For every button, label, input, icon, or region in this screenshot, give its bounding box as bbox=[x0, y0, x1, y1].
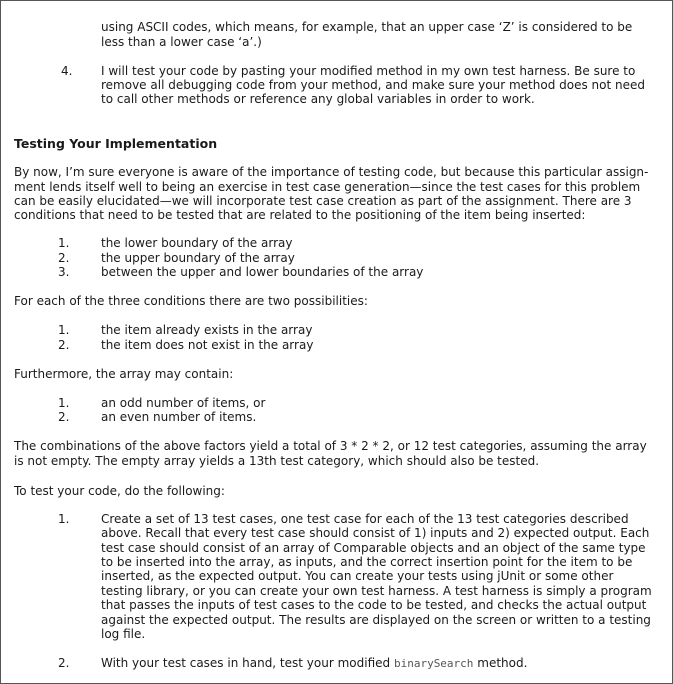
step1-number: 1. bbox=[58, 512, 70, 526]
step2-text-after: method. bbox=[473, 656, 528, 670]
item3-line-1: using ASCII codes, which means, for example, that an upper case ‘Z’ is considered to be bbox=[101, 20, 633, 34]
array-item: an odd number of items, or bbox=[101, 396, 266, 410]
condition-number: 2. bbox=[58, 251, 70, 265]
section-heading: Testing Your Implementation bbox=[14, 136, 218, 151]
item4-line-1: I will test your code by pasting your modified method in my own test harness. Be sure to bbox=[101, 64, 636, 78]
possibility-item: the item already exists in the array bbox=[101, 323, 313, 337]
array-item: an even number of items. bbox=[101, 410, 257, 424]
step1-line: log file. bbox=[101, 627, 146, 641]
condition-item: the upper boundary of the array bbox=[101, 251, 295, 265]
item3-line-2: less than a lower case ‘a’.) bbox=[101, 35, 262, 49]
array-intro: Furthermore, the array may contain: bbox=[14, 367, 234, 381]
step1-line: inserted, as the expected output. You can create your tests using jUnit or some other bbox=[101, 569, 614, 583]
todo-intro: To test your code, do the following: bbox=[14, 484, 225, 498]
binary-search-code: binarySearch bbox=[393, 657, 474, 670]
intro-line-2: ment lends itself well to being an exercise in test case generation—since the test cases for this problem bbox=[14, 180, 641, 194]
step1-line: Create a set of 13 test cases, one test case for each of the 13 test categories described bbox=[101, 512, 629, 526]
condition-item: the lower boundary of the array bbox=[101, 236, 293, 250]
possibilities-intro: For each of the three conditions there are two possibilities: bbox=[14, 294, 368, 308]
step1-line: above. Recall that every test case should consist of 1) inputs and 2) expected output. Each bbox=[101, 526, 650, 540]
possibility-number: 2. bbox=[58, 338, 70, 352]
combinations-line-2: is not empty. The empty array yields a 13th test category, which should also be tested. bbox=[14, 454, 540, 468]
item4-number: 4. bbox=[61, 64, 73, 78]
array-item-number: 1. bbox=[58, 396, 70, 410]
condition-item: between the upper and lower boundaries of the array bbox=[101, 265, 424, 279]
condition-number: 3. bbox=[58, 265, 70, 279]
item4-line-3: to call other methods or reference any global variables in order to work. bbox=[101, 92, 535, 106]
possibility-item: the item does not exist in the array bbox=[101, 338, 314, 352]
intro-line-4: conditions that need to be tested that are related to the positioning of the item being inserted: bbox=[14, 208, 586, 222]
intro-line-3: can be easily elucidated—we will incorporate test case creation as part of the assignment. There are 3 bbox=[14, 194, 632, 208]
step2-text-before: With your test cases in hand, test your modified bbox=[101, 656, 394, 670]
step1-line: that passes the inputs of test cases to the code to be tested, and checks the actual output bbox=[101, 598, 647, 612]
step2-text bbox=[101, 656, 527, 672]
intro-line-1: By now, I’m sure everyone is aware of the importance of testing code, but because this particular assign- bbox=[14, 165, 649, 179]
combinations-line-1: The combinations of the above factors yield a total of 3 * 2 * 2, or 12 test categories, assuming the array bbox=[14, 439, 647, 453]
possibility-number: 1. bbox=[58, 323, 70, 337]
step1-line: against the expected output. The results are displayed on the screen or written to a testing bbox=[101, 613, 651, 627]
condition-number: 1. bbox=[58, 236, 70, 250]
array-item-number: 2. bbox=[58, 410, 70, 424]
step2-number: 2. bbox=[58, 656, 70, 670]
step1-line: test case should consist of an array of Comparable objects and an object of the same type bbox=[101, 541, 646, 555]
item4-line-2: remove all debugging code from your method, and make sure your method does not need bbox=[101, 78, 646, 92]
step1-line: testing library, or you can create your own test harness. A test harness is simply a program bbox=[101, 584, 652, 598]
step1-line: to be inserted into the array, as inputs, and the correct insertion point for the item to be bbox=[101, 555, 633, 569]
